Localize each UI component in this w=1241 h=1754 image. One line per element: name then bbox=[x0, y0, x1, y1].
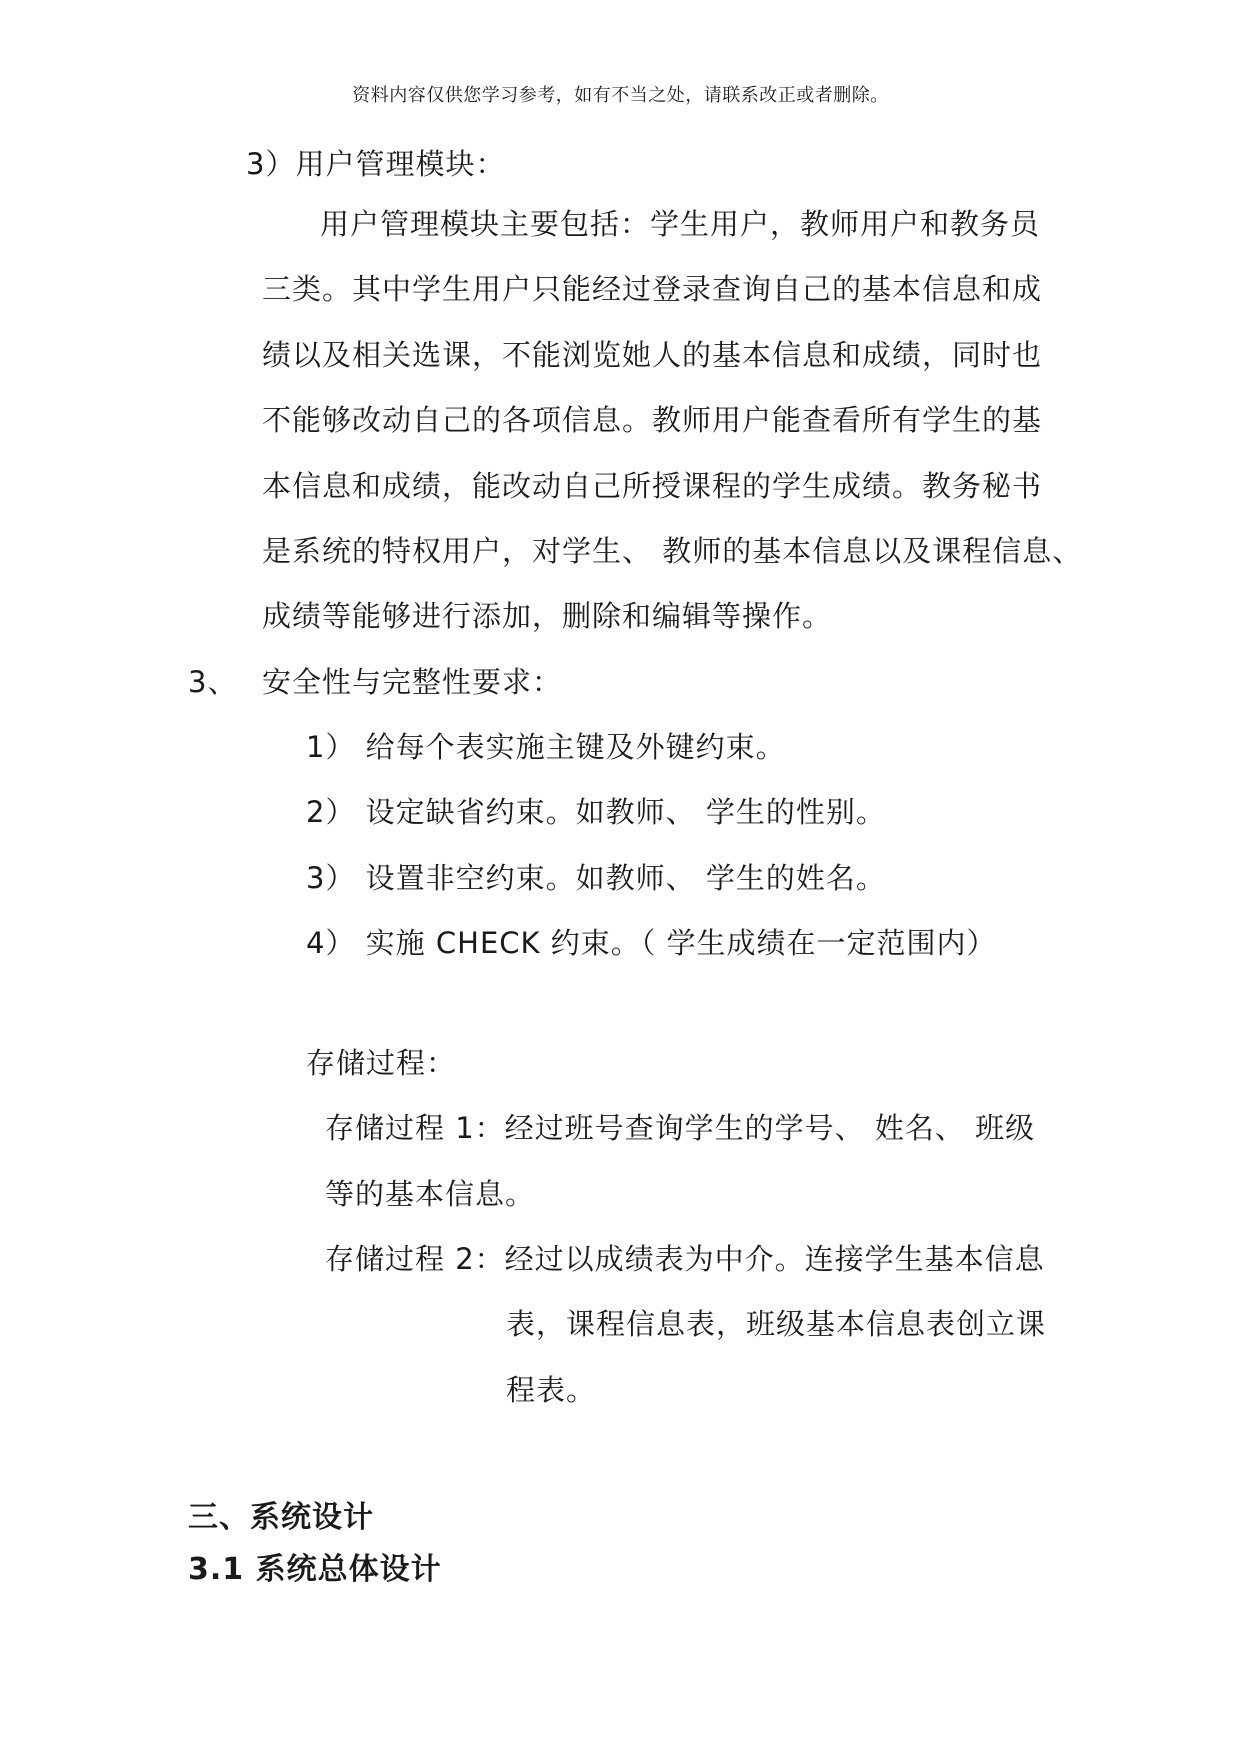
security-item bbox=[306, 860, 886, 896]
security-item-number: 1） bbox=[306, 730, 356, 764]
security-item-number: 4） bbox=[306, 926, 356, 960]
security-item-number: 2） bbox=[306, 795, 356, 829]
security-section-title: 安全性与完整性要求： bbox=[262, 665, 563, 699]
security-item-text: 给每个表实施主键及外键约束。 bbox=[365, 730, 786, 764]
security-item bbox=[306, 729, 786, 765]
procedures-heading: 存储过程： bbox=[306, 1046, 457, 1080]
subsection-title: 3.1 系统总体设计 bbox=[188, 1552, 442, 1587]
procedure-2-line: 程表。 bbox=[506, 1373, 597, 1407]
security-item-number: 3） bbox=[306, 861, 356, 895]
security-item-text: 设定缺省约束。如教师、 学生的性别。 bbox=[365, 795, 886, 829]
paragraph-line: 本信息和成绩，能改动自己所授课程的学生成绩。教务秘书 bbox=[262, 469, 1043, 503]
chapter-title: 三、系统设计 bbox=[188, 1500, 374, 1535]
paragraph-line: 成绩等能够进行添加，删除和编辑等操作。 bbox=[262, 599, 833, 633]
procedure-2-line: 表，课程信息表，班级基本信息表创立课 bbox=[506, 1307, 1047, 1341]
paragraph-line: 是系统的特权用户，对学生、 教师的基本信息以及课程信息、 bbox=[262, 534, 1083, 568]
security-item bbox=[306, 794, 886, 830]
paragraph-line: 三类。其中学生用户只能经过登录查询自己的基本信息和成 bbox=[262, 272, 1043, 306]
security-item bbox=[306, 925, 996, 961]
user-module-heading: 3）用户管理模块： bbox=[246, 147, 506, 181]
paragraph-line: 绩以及相关选课，不能浏览她人的基本信息和成绩，同时也 bbox=[262, 338, 1043, 372]
security-item-text: 设置非空约束。如教师、 学生的姓名。 bbox=[365, 861, 886, 895]
procedure-2-line: 存储过程 2：经过以成绩表为中介。连接学生基本信息 bbox=[325, 1242, 1045, 1276]
security-section-number: 3、 bbox=[188, 665, 238, 699]
paragraph-line: 不能够改动自己的各项信息。教师用户能查看所有学生的基 bbox=[262, 403, 1043, 437]
paragraph-line: 用户管理模块主要包括：学生用户，教师用户和教务员 bbox=[320, 207, 1041, 241]
procedure-1-line: 存储过程 1：经过班号查询学生的学号、 姓名、 班级 bbox=[325, 1111, 1036, 1145]
security-item-text: 实施 CHECK 约束。（ 学生成绩在一定范围内） bbox=[365, 926, 997, 960]
procedure-1-line: 等的基本信息。 bbox=[325, 1177, 536, 1211]
page-header-disclaimer: 资料内容仅供您学习参考，如有不当之处，请联系改正或者删除。 bbox=[352, 85, 889, 106]
